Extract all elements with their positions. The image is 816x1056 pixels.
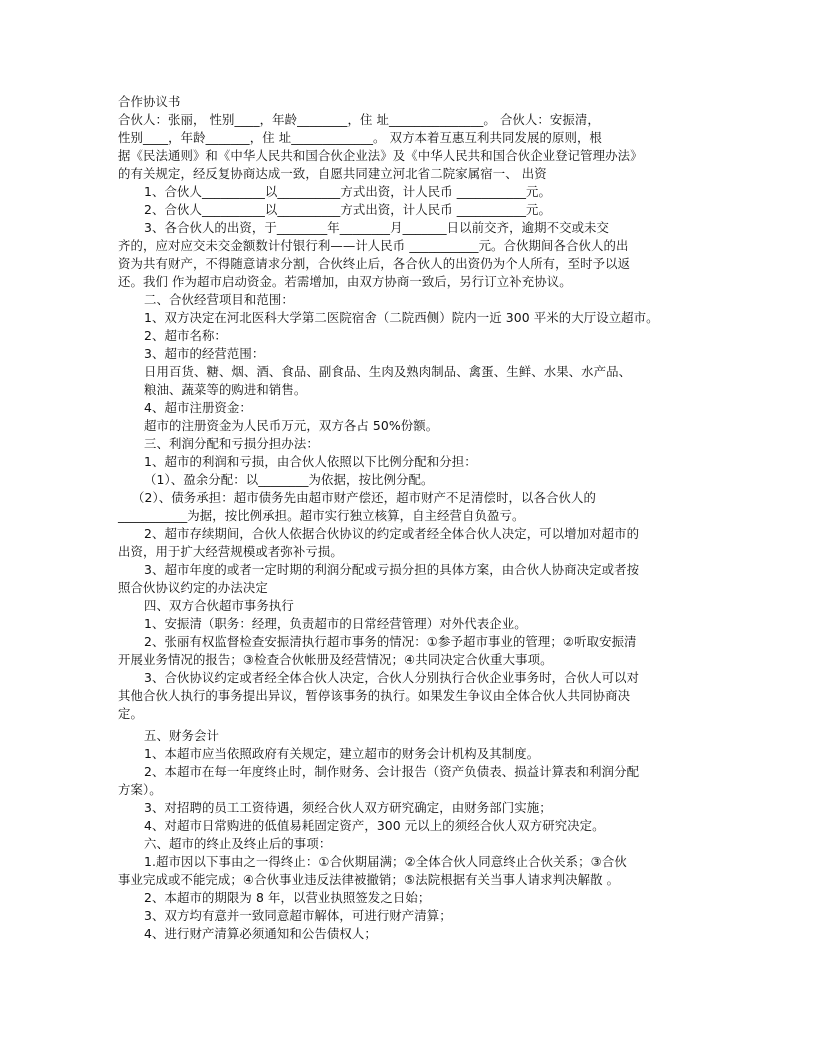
section-heading: 二、合伙经营项目和范围： [144,292,294,307]
paragraph-line: 2、合伙人__________以__________方式出资，计人民币 ___________元。 [144,202,552,217]
paragraph-line: 2、本超市在每一年度终止时，制作财务、会计报告（资产负债表、损益计算表和利润分配 [144,764,640,779]
paragraph-line: 超市的注册资金为人民币万元，双方各占 50%份额。 [144,418,439,433]
paragraph-line: 出资，用于扩大经营规模或者弥补亏损。 [118,544,343,559]
paragraph-line: 2、超市存续期间，合伙人依据合伙协议的约定或者经全体合伙人决定，可以增加对超市的 [144,526,640,541]
paragraph-line: 性别____，年龄_______，住 址_____________。 双方本着互惠互利共同发展的原则，根 [118,130,602,145]
document-page [118,93,702,943]
section-heading: 五、财务会计 [144,728,219,743]
paragraph-line: 事业完成或不能完成；④合伙事业违反法律被撤销；⑤法院根据有关当事人请求判决解散 。 [118,872,620,887]
paragraph-line: 的有关规定，经反复协商达成一致，自愿共同建立河北省二院家属宿一、 出资 [118,166,547,181]
paragraph-line: 合伙人：张丽， 性别____，年龄________，住 址_______________。 合伙人：安振清， [118,112,600,127]
paragraph-line: 还。我们 作为超市启动资金。若需增加，由双方协商一致后，另行订立补充协议。 [118,274,572,289]
section-heading: 三、利润分配和亏损分担办法： [144,436,319,451]
paragraph-line: 4、对超市日常购进的低值易耗固定资产，300 元以上的须经合伙人双方研究决定。 [144,818,605,833]
paragraph-line: 1、安振清（职务：经理，负责超市的日常经营管理）对外代表企业。 [144,616,527,631]
paragraph-line: （2）、债务承担：超市债务先由超市财产偿还，超市财产不足清偿时，以各合伙人的 [132,490,596,505]
paragraph-line: 粮油、蔬菜等的购进和销售。 [144,382,307,397]
section-heading: 六、超市的终止及终止后的事项： [144,836,332,851]
paragraph-line: 3、各合伙人的出资，于________年________月_______日以前交齐，逾期不交或未交 [144,220,610,235]
paragraph-line: 3、合伙协议约定或者经全体合伙人决定，合伙人分别执行合伙企业事务时，合伙人可以对 [144,670,640,685]
paragraph-line: 3、超市年度的或者一定时期的利润分配或亏损分担的具体方案，由合伙人协商决定或者按 [144,562,640,577]
paragraph-line: 2、本超市的期限为 8 年，以营业执照签发之日始； [144,890,431,905]
paragraph-line: 1、合伙人__________以__________方式出资，计人民币 ___________元。 [144,184,552,199]
paragraph-line: 1、超市的利润和亏损，由合伙人依照以下比例分配和分担： [144,454,477,469]
paragraph-line: 1、双方决定在河北医科大学第二医院宿舍（二院西侧）院内一近 300 平米的大厅设立超市。 [144,310,659,325]
paragraph-line: 日用百货、糖、烟、酒、食品、副食品、生肉及熟肉制品、禽蛋、生鲜、水果、水产品、 [144,364,632,379]
paragraph-line: 开展业务情况的报告；③检查合伙帐册及经营情况；④共同决定合伙重大事项。 [118,652,553,667]
paragraph-line: 4、进行财产清算必须通知和公告债权人； [144,926,377,941]
paragraph-line: ___________为据，按比例承担。超市实行独立核算，自主经营自负盈亏。 [118,508,525,523]
paragraph-line: 齐的，应对应交未交金额数计付银行利——计人民币 ___________元。合伙期间各合伙人的出 [118,238,629,253]
paragraph-line: （1）、盈余分配：以________为依据，按比例分配。 [144,472,434,487]
paragraph-line: 3、双方均有意并一致同意超市解体，可进行财产清算； [144,908,452,923]
paragraph-line: 1、本超市应当依照政府有关规定，建立超市的财务会计机构及其制度。 [144,746,540,761]
paragraph-line: 1.超市因以下事由之一得终止：①合伙期届满；②全体合伙人同意终止合伙关系；③合伙 [144,854,627,869]
paragraph-line: 据《民法通则》和《中华人民共和国合伙企业法》及《中华人民共和国合伙企业登记管理办法》 [118,148,643,163]
paragraph-line: 3、超市的经营范围： [144,346,265,361]
paragraph-line: 资为共有财产，不得随意请求分割，合伙终止后，各合伙人的出资仍为个人所有，至时予以返 [118,256,631,271]
paragraph-line: 3、对招聘的员工工资待遇，须经合伙人双方研究确定，由财务部门实施； [144,800,552,815]
section-heading: 四、双方合伙超市事务执行 [144,598,294,613]
paragraph-line: 2、超市名称： [144,328,227,343]
paragraph-line: 4、超市注册资金： [144,400,252,415]
paragraph-line: 其他合伙人执行的事务提出异议，暂停该事务的执行。如果发生争议由全体合伙人共同协商决 [118,688,631,703]
document-title: 合作协议书 [118,94,181,109]
paragraph-line: 方案）。 [118,782,162,797]
paragraph-line: 2、张丽有权监督检查安振清执行超市事务的情况：①参予超市事业的管理；②听取安振清 [144,634,637,649]
paragraph-line: 定。 [118,706,143,721]
paragraph-line: 照合伙协议约定的办法决定 [118,580,268,595]
